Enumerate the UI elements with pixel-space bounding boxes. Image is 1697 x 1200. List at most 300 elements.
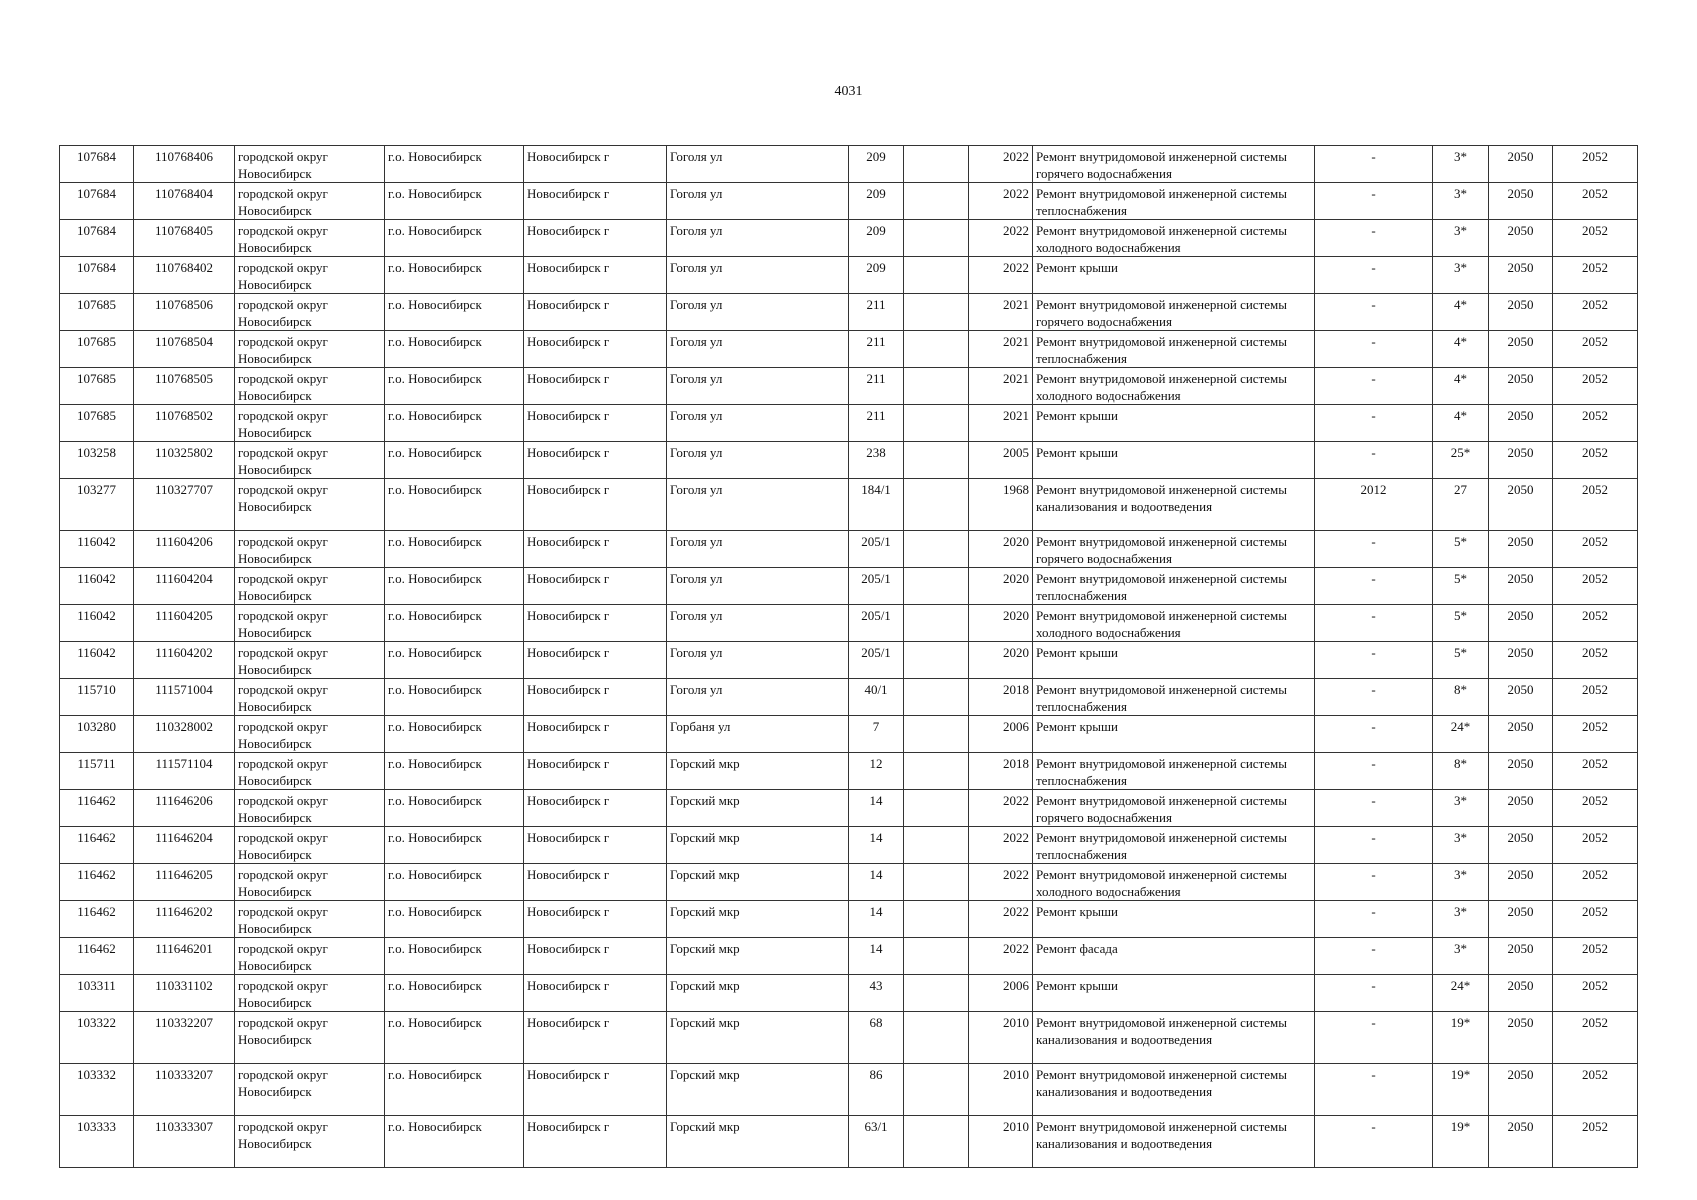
cell-object-id: 103258 (60, 442, 134, 479)
cell-element-id: 110768406 (134, 146, 235, 183)
cell-street: Гоголя ул (667, 479, 849, 531)
cell-city: Новосибирск г (524, 442, 667, 479)
cell-city: Новосибирск г (524, 531, 667, 568)
cell-plan-end-year: 2052 (1553, 938, 1638, 975)
cell-settlement: г.о. Новосибирск (385, 1116, 524, 1168)
cell-house-number: 63/1 (849, 1116, 904, 1168)
cell-house-number: 184/1 (849, 479, 904, 531)
cell-building (904, 442, 969, 479)
cell-built-year: 2022 (969, 901, 1033, 938)
cell-object-id: 103333 (60, 1116, 134, 1168)
table-row (60, 294, 1638, 331)
cell-work-type: Ремонт внутридомовой инженерной системы горячего водоснабжения (1033, 294, 1315, 331)
cell-municipality: городской округ Новосибирск (235, 605, 385, 642)
cell-work-type: Ремонт крыши (1033, 716, 1315, 753)
cell-building (904, 827, 969, 864)
cell-city: Новосибирск г (524, 790, 667, 827)
cell-last-repair-year: - (1315, 368, 1433, 405)
cell-building (904, 679, 969, 716)
cell-house-number: 209 (849, 220, 904, 257)
cell-city: Новосибирск г (524, 294, 667, 331)
cell-settlement: г.о. Новосибирск (385, 331, 524, 368)
cell-work-type: Ремонт внутридомовой инженерной системы канализования и водоотведения (1033, 1064, 1315, 1116)
cell-municipality: городской округ Новосибирск (235, 479, 385, 531)
cell-street: Горский мкр (667, 975, 849, 1012)
cell-building (904, 568, 969, 605)
cell-municipality: городской округ Новосибирск (235, 827, 385, 864)
cell-wear: 4* (1433, 405, 1489, 442)
cell-plan-end-year: 2052 (1553, 568, 1638, 605)
cell-house-number: 43 (849, 975, 904, 1012)
cell-building (904, 146, 969, 183)
table-row (60, 183, 1638, 220)
cell-work-type: Ремонт внутридомовой инженерной системы канализования и водоотведения (1033, 1116, 1315, 1168)
cell-wear: 3* (1433, 146, 1489, 183)
cell-settlement: г.о. Новосибирск (385, 479, 524, 531)
cell-plan-start-year: 2050 (1489, 679, 1553, 716)
cell-element-id: 111571004 (134, 679, 235, 716)
cell-last-repair-year: - (1315, 531, 1433, 568)
cell-built-year: 2021 (969, 294, 1033, 331)
cell-municipality: городской округ Новосибирск (235, 975, 385, 1012)
cell-last-repair-year: - (1315, 1064, 1433, 1116)
cell-house-number: 209 (849, 183, 904, 220)
cell-built-year: 2006 (969, 716, 1033, 753)
cell-element-id: 111604205 (134, 605, 235, 642)
cell-last-repair-year: - (1315, 901, 1433, 938)
cell-wear: 5* (1433, 531, 1489, 568)
cell-house-number: 205/1 (849, 531, 904, 568)
cell-built-year: 2020 (969, 531, 1033, 568)
cell-object-id: 103311 (60, 975, 134, 1012)
cell-built-year: 2022 (969, 257, 1033, 294)
cell-street: Горский мкр (667, 753, 849, 790)
cell-street: Гоголя ул (667, 605, 849, 642)
cell-house-number: 238 (849, 442, 904, 479)
cell-element-id: 110768405 (134, 220, 235, 257)
cell-object-id: 107685 (60, 331, 134, 368)
cell-street: Гоголя ул (667, 146, 849, 183)
cell-last-repair-year: - (1315, 183, 1433, 220)
table-row (60, 368, 1638, 405)
cell-object-id: 115711 (60, 753, 134, 790)
cell-plan-end-year: 2052 (1553, 479, 1638, 531)
cell-last-repair-year: - (1315, 1012, 1433, 1064)
table-body (60, 146, 1638, 1168)
table-row (60, 531, 1638, 568)
cell-street: Горский мкр (667, 1116, 849, 1168)
cell-built-year: 1968 (969, 479, 1033, 531)
cell-element-id: 111604204 (134, 568, 235, 605)
cell-plan-start-year: 2050 (1489, 183, 1553, 220)
cell-wear: 24* (1433, 716, 1489, 753)
cell-plan-start-year: 2050 (1489, 331, 1553, 368)
cell-last-repair-year: - (1315, 146, 1433, 183)
cell-street: Гоголя ул (667, 220, 849, 257)
cell-object-id: 103277 (60, 479, 134, 531)
cell-plan-end-year: 2052 (1553, 864, 1638, 901)
cell-element-id: 110332207 (134, 1012, 235, 1064)
cell-plan-end-year: 2052 (1553, 753, 1638, 790)
cell-wear: 24* (1433, 975, 1489, 1012)
cell-plan-end-year: 2052 (1553, 220, 1638, 257)
table-row (60, 975, 1638, 1012)
cell-built-year: 2022 (969, 146, 1033, 183)
cell-built-year: 2020 (969, 605, 1033, 642)
cell-built-year: 2022 (969, 827, 1033, 864)
cell-street: Горский мкр (667, 827, 849, 864)
cell-settlement: г.о. Новосибирск (385, 827, 524, 864)
cell-settlement: г.о. Новосибирск (385, 257, 524, 294)
cell-house-number: 68 (849, 1012, 904, 1064)
cell-wear: 3* (1433, 864, 1489, 901)
cell-wear: 19* (1433, 1012, 1489, 1064)
cell-house-number: 205/1 (849, 568, 904, 605)
cell-work-type: Ремонт внутридомовой инженерной системы горячего водоснабжения (1033, 531, 1315, 568)
cell-house-number: 209 (849, 146, 904, 183)
table-row (60, 257, 1638, 294)
cell-municipality: городской округ Новосибирск (235, 568, 385, 605)
cell-settlement: г.о. Новосибирск (385, 790, 524, 827)
cell-element-id: 110768506 (134, 294, 235, 331)
cell-plan-start-year: 2050 (1489, 716, 1553, 753)
cell-municipality: городской округ Новосибирск (235, 294, 385, 331)
cell-object-id: 116042 (60, 568, 134, 605)
cell-element-id: 111571104 (134, 753, 235, 790)
cell-plan-start-year: 2050 (1489, 531, 1553, 568)
cell-wear: 3* (1433, 257, 1489, 294)
cell-city: Новосибирск г (524, 368, 667, 405)
cell-settlement: г.о. Новосибирск (385, 938, 524, 975)
cell-plan-start-year: 2050 (1489, 368, 1553, 405)
cell-street: Горский мкр (667, 1012, 849, 1064)
cell-building (904, 901, 969, 938)
cell-plan-start-year: 2050 (1489, 864, 1553, 901)
cell-wear: 4* (1433, 294, 1489, 331)
cell-built-year: 2018 (969, 753, 1033, 790)
cell-element-id: 110333207 (134, 1064, 235, 1116)
table-row (60, 1064, 1638, 1116)
cell-street: Горский мкр (667, 901, 849, 938)
cell-city: Новосибирск г (524, 479, 667, 531)
cell-last-repair-year: - (1315, 1116, 1433, 1168)
cell-municipality: городской округ Новосибирск (235, 146, 385, 183)
cell-element-id: 110768504 (134, 331, 235, 368)
cell-built-year: 2020 (969, 642, 1033, 679)
cell-work-type: Ремонт внутридомовой инженерной системы горячего водоснабжения (1033, 146, 1315, 183)
cell-wear: 8* (1433, 753, 1489, 790)
cell-settlement: г.о. Новосибирск (385, 642, 524, 679)
cell-plan-end-year: 2052 (1553, 183, 1638, 220)
cell-object-id: 107684 (60, 220, 134, 257)
cell-municipality: городской округ Новосибирск (235, 257, 385, 294)
cell-municipality: городской округ Новосибирск (235, 220, 385, 257)
cell-settlement: г.о. Новосибирск (385, 864, 524, 901)
table-row (60, 790, 1638, 827)
cell-last-repair-year: 2012 (1315, 479, 1433, 531)
cell-work-type: Ремонт внутридомовой инженерной системы теплоснабжения (1033, 331, 1315, 368)
table-row (60, 442, 1638, 479)
cell-last-repair-year: - (1315, 257, 1433, 294)
cell-street: Горский мкр (667, 864, 849, 901)
cell-wear: 5* (1433, 568, 1489, 605)
cell-building (904, 753, 969, 790)
cell-municipality: городской округ Новосибирск (235, 716, 385, 753)
cell-city: Новосибирск г (524, 753, 667, 790)
cell-city: Новосибирск г (524, 901, 667, 938)
cell-city: Новосибирск г (524, 568, 667, 605)
cell-settlement: г.о. Новосибирск (385, 405, 524, 442)
cell-plan-start-year: 2050 (1489, 1064, 1553, 1116)
cell-object-id: 116462 (60, 938, 134, 975)
table-row (60, 479, 1638, 531)
table-row (60, 716, 1638, 753)
cell-street: Гоголя ул (667, 257, 849, 294)
cell-element-id: 110768502 (134, 405, 235, 442)
cell-plan-start-year: 2050 (1489, 405, 1553, 442)
cell-city: Новосибирск г (524, 220, 667, 257)
cell-settlement: г.о. Новосибирск (385, 368, 524, 405)
cell-building (904, 479, 969, 531)
cell-element-id: 110331102 (134, 975, 235, 1012)
cell-last-repair-year: - (1315, 294, 1433, 331)
cell-city: Новосибирск г (524, 642, 667, 679)
cell-municipality: городской округ Новосибирск (235, 864, 385, 901)
cell-settlement: г.о. Новосибирск (385, 531, 524, 568)
cell-city: Новосибирск г (524, 331, 667, 368)
cell-plan-end-year: 2052 (1553, 331, 1638, 368)
cell-last-repair-year: - (1315, 679, 1433, 716)
cell-street: Гоголя ул (667, 368, 849, 405)
cell-street: Гоголя ул (667, 405, 849, 442)
cell-plan-end-year: 2052 (1553, 716, 1638, 753)
cell-element-id: 111646202 (134, 901, 235, 938)
cell-street: Гоголя ул (667, 568, 849, 605)
cell-building (904, 183, 969, 220)
cell-built-year: 2021 (969, 331, 1033, 368)
cell-municipality: городской округ Новосибирск (235, 1064, 385, 1116)
cell-building (904, 257, 969, 294)
cell-settlement: г.о. Новосибирск (385, 442, 524, 479)
cell-last-repair-year: - (1315, 442, 1433, 479)
cell-wear: 4* (1433, 368, 1489, 405)
cell-building (904, 1116, 969, 1168)
cell-city: Новосибирск г (524, 864, 667, 901)
cell-building (904, 938, 969, 975)
cell-work-type: Ремонт внутридомовой инженерной системы холодного водоснабжения (1033, 368, 1315, 405)
cell-work-type: Ремонт внутридомовой инженерной системы теплоснабжения (1033, 679, 1315, 716)
cell-settlement: г.о. Новосибирск (385, 753, 524, 790)
cell-last-repair-year: - (1315, 716, 1433, 753)
table-row (60, 864, 1638, 901)
table-row (60, 331, 1638, 368)
cell-plan-end-year: 2052 (1553, 257, 1638, 294)
cell-last-repair-year: - (1315, 605, 1433, 642)
cell-work-type: Ремонт крыши (1033, 642, 1315, 679)
cell-house-number: 211 (849, 294, 904, 331)
cell-street: Горбаня ул (667, 716, 849, 753)
cell-wear: 25* (1433, 442, 1489, 479)
cell-plan-start-year: 2050 (1489, 568, 1553, 605)
cell-object-id: 103332 (60, 1064, 134, 1116)
cell-work-type: Ремонт крыши (1033, 257, 1315, 294)
cell-settlement: г.о. Новосибирск (385, 1012, 524, 1064)
cell-object-id: 116042 (60, 642, 134, 679)
cell-building (904, 864, 969, 901)
cell-street: Гоголя ул (667, 442, 849, 479)
cell-plan-end-year: 2052 (1553, 642, 1638, 679)
cell-plan-start-year: 2050 (1489, 753, 1553, 790)
cell-settlement: г.о. Новосибирск (385, 605, 524, 642)
cell-work-type: Ремонт фасада (1033, 938, 1315, 975)
cell-house-number: 205/1 (849, 605, 904, 642)
cell-object-id: 116462 (60, 864, 134, 901)
cell-object-id: 107684 (60, 183, 134, 220)
cell-settlement: г.о. Новосибирск (385, 975, 524, 1012)
cell-street: Гоголя ул (667, 679, 849, 716)
cell-work-type: Ремонт крыши (1033, 442, 1315, 479)
cell-element-id: 110333307 (134, 1116, 235, 1168)
cell-street: Гоголя ул (667, 183, 849, 220)
cell-municipality: городской округ Новосибирск (235, 1116, 385, 1168)
cell-built-year: 2022 (969, 790, 1033, 827)
cell-work-type: Ремонт внутридомовой инженерной системы канализования и водоотведения (1033, 479, 1315, 531)
cell-plan-end-year: 2052 (1553, 975, 1638, 1012)
cell-house-number: 14 (849, 827, 904, 864)
cell-city: Новосибирск г (524, 146, 667, 183)
cell-work-type: Ремонт внутридомовой инженерной системы теплоснабжения (1033, 753, 1315, 790)
cell-plan-end-year: 2052 (1553, 901, 1638, 938)
cell-municipality: городской округ Новосибирск (235, 938, 385, 975)
capital-repair-table (59, 145, 1638, 1168)
page-number: 4031 (834, 84, 863, 99)
cell-wear: 3* (1433, 220, 1489, 257)
cell-last-repair-year: - (1315, 568, 1433, 605)
table-row (60, 1012, 1638, 1064)
cell-plan-end-year: 2052 (1553, 442, 1638, 479)
cell-building (904, 531, 969, 568)
cell-city: Новосибирск г (524, 716, 667, 753)
cell-street: Гоголя ул (667, 642, 849, 679)
cell-plan-end-year: 2052 (1553, 531, 1638, 568)
cell-built-year: 2010 (969, 1012, 1033, 1064)
cell-plan-end-year: 2052 (1553, 368, 1638, 405)
table-row (60, 220, 1638, 257)
cell-built-year: 2021 (969, 368, 1033, 405)
cell-built-year: 2010 (969, 1116, 1033, 1168)
cell-plan-start-year: 2050 (1489, 1012, 1553, 1064)
cell-city: Новосибирск г (524, 1012, 667, 1064)
cell-built-year: 2020 (969, 568, 1033, 605)
cell-building (904, 220, 969, 257)
cell-city: Новосибирск г (524, 605, 667, 642)
cell-wear: 3* (1433, 938, 1489, 975)
table-row (60, 938, 1638, 975)
cell-house-number: 86 (849, 1064, 904, 1116)
cell-plan-end-year: 2052 (1553, 790, 1638, 827)
cell-built-year: 2018 (969, 679, 1033, 716)
table-row (60, 405, 1638, 442)
cell-street: Гоголя ул (667, 331, 849, 368)
cell-municipality: городской округ Новосибирск (235, 679, 385, 716)
cell-object-id: 116462 (60, 827, 134, 864)
table-row (60, 146, 1638, 183)
cell-element-id: 111604206 (134, 531, 235, 568)
cell-work-type: Ремонт внутридомовой инженерной системы теплоснабжения (1033, 568, 1315, 605)
cell-plan-end-year: 2052 (1553, 1064, 1638, 1116)
cell-house-number: 14 (849, 901, 904, 938)
cell-plan-start-year: 2050 (1489, 642, 1553, 679)
cell-built-year: 2005 (969, 442, 1033, 479)
table-row (60, 753, 1638, 790)
cell-municipality: городской округ Новосибирск (235, 405, 385, 442)
cell-object-id: 107684 (60, 257, 134, 294)
cell-plan-start-year: 2050 (1489, 1116, 1553, 1168)
cell-city: Новосибирск г (524, 827, 667, 864)
cell-building (904, 1064, 969, 1116)
cell-building (904, 331, 969, 368)
cell-municipality: городской округ Новосибирск (235, 753, 385, 790)
cell-element-id: 110325802 (134, 442, 235, 479)
cell-wear: 3* (1433, 901, 1489, 938)
table-row (60, 568, 1638, 605)
cell-house-number: 14 (849, 938, 904, 975)
cell-plan-start-year: 2050 (1489, 442, 1553, 479)
cell-settlement: г.о. Новосибирск (385, 183, 524, 220)
cell-building (904, 642, 969, 679)
cell-wear: 19* (1433, 1064, 1489, 1116)
cell-element-id: 110768404 (134, 183, 235, 220)
cell-element-id: 110328002 (134, 716, 235, 753)
cell-wear: 19* (1433, 1116, 1489, 1168)
cell-municipality: городской округ Новосибирск (235, 531, 385, 568)
table-row (60, 642, 1638, 679)
cell-element-id: 110768505 (134, 368, 235, 405)
cell-built-year: 2022 (969, 220, 1033, 257)
cell-object-id: 103322 (60, 1012, 134, 1064)
cell-settlement: г.о. Новосибирск (385, 1064, 524, 1116)
cell-plan-end-year: 2052 (1553, 146, 1638, 183)
cell-plan-start-year: 2050 (1489, 257, 1553, 294)
cell-element-id: 110327707 (134, 479, 235, 531)
cell-house-number: 7 (849, 716, 904, 753)
table-row (60, 679, 1638, 716)
cell-object-id: 103280 (60, 716, 134, 753)
cell-plan-end-year: 2052 (1553, 605, 1638, 642)
cell-city: Новосибирск г (524, 679, 667, 716)
cell-work-type: Ремонт крыши (1033, 405, 1315, 442)
cell-object-id: 107685 (60, 405, 134, 442)
cell-object-id: 116462 (60, 790, 134, 827)
cell-last-repair-year: - (1315, 790, 1433, 827)
cell-object-id: 115710 (60, 679, 134, 716)
cell-last-repair-year: - (1315, 975, 1433, 1012)
cell-city: Новосибирск г (524, 938, 667, 975)
cell-object-id: 107685 (60, 294, 134, 331)
cell-house-number: 40/1 (849, 679, 904, 716)
cell-city: Новосибирск г (524, 183, 667, 220)
cell-plan-end-year: 2052 (1553, 679, 1638, 716)
cell-municipality: городской округ Новосибирск (235, 183, 385, 220)
cell-element-id: 110768402 (134, 257, 235, 294)
cell-city: Новосибирск г (524, 1116, 667, 1168)
cell-plan-start-year: 2050 (1489, 479, 1553, 531)
cell-house-number: 205/1 (849, 642, 904, 679)
cell-work-type: Ремонт внутридомовой инженерной системы холодного водоснабжения (1033, 220, 1315, 257)
cell-last-repair-year: - (1315, 753, 1433, 790)
cell-plan-start-year: 2050 (1489, 220, 1553, 257)
cell-element-id: 111646204 (134, 827, 235, 864)
